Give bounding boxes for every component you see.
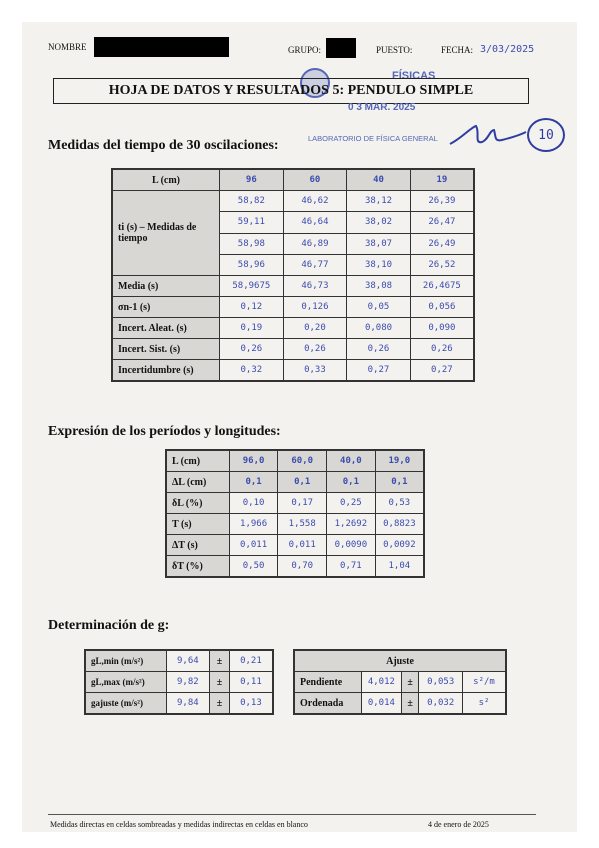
table-cell: 0,71 (327, 556, 376, 578)
table-cell: 9,84 (166, 693, 210, 715)
plus-minus: ± (401, 672, 419, 693)
plus-minus: ± (210, 693, 230, 715)
table-cell: 58,9675 (220, 276, 284, 297)
row-label: Incert. Aleat. (s) (112, 318, 220, 339)
table-cell: 0,090 (410, 318, 474, 339)
row-label: gajuste (m/s²) (85, 693, 166, 715)
table-cell: 4,012 (362, 672, 402, 693)
signature-icon (448, 118, 528, 152)
table-cell: 38,10 (347, 254, 411, 275)
table-cell: 60,0 (278, 450, 327, 472)
table-cell: 0,26 (410, 339, 474, 360)
table-row (112, 169, 474, 191)
table-row (112, 191, 474, 212)
table-cell: 0,011 (229, 535, 278, 556)
table-cell: 0,1 (327, 472, 376, 493)
table-cell: 0,53 (375, 493, 424, 514)
table-cell: 0,014 (362, 693, 402, 715)
row-label: ΔT (s) (166, 535, 229, 556)
table-row (166, 556, 424, 578)
row-label: gL,min (m/s²) (85, 650, 166, 672)
table-row (166, 472, 424, 493)
table-cell: 46,77 (283, 254, 347, 275)
l-value: 19 (410, 169, 474, 191)
table-cell: 0,10 (229, 493, 278, 514)
row-label: L (cm) (166, 450, 229, 472)
table-row (112, 276, 474, 297)
table-row (85, 650, 273, 672)
table-cell: 58,98 (220, 233, 284, 254)
plus-minus: ± (401, 693, 419, 715)
table-cell: 26,52 (410, 254, 474, 275)
table-cell: 26,47 (410, 212, 474, 233)
table-cell: 26,39 (410, 191, 474, 212)
stamp-department: FÍSICAS (392, 70, 436, 82)
table-cell: 0,0092 (375, 535, 424, 556)
table-cell: 0,053 (419, 672, 463, 693)
periods-lengths-table (165, 449, 425, 578)
table-cell: 0,05 (347, 297, 411, 318)
page-title: HOJA DE DATOS Y RESULTADOS 5: PENDULO SIMPLE (108, 83, 474, 98)
table-cell: 0,32 (220, 360, 284, 382)
table-row (166, 493, 424, 514)
table-cell: 1,04 (375, 556, 424, 578)
table-cell: 26,4675 (410, 276, 474, 297)
section3-heading: Determinación de g: (48, 618, 170, 633)
grupo-redaction (326, 38, 356, 58)
table-row (112, 297, 474, 318)
table-cell: 0,11 (229, 672, 273, 693)
unit-cell: s²/m (463, 672, 507, 693)
table-cell: 0,032 (419, 693, 463, 715)
plus-minus: ± (210, 650, 230, 672)
table-cell: 0,20 (283, 318, 347, 339)
table-cell: 0,17 (278, 493, 327, 514)
plus-minus: ± (210, 672, 230, 693)
fecha-value: 3/03/2025 (480, 44, 535, 55)
table-cell: 0,1 (375, 472, 424, 493)
section1-heading: Medidas del tiempo de 30 oscilaciones: (48, 138, 279, 153)
row-label: ΔL (cm) (166, 472, 229, 493)
row-label: Incertidumbre (s) (112, 360, 220, 382)
table-row (112, 339, 474, 360)
table-cell: 0,056 (410, 297, 474, 318)
nombre-redaction (94, 37, 229, 57)
nombre-label: NOMBRE (48, 42, 87, 52)
table-cell: 0,27 (347, 360, 411, 382)
table-cell: 46,64 (283, 212, 347, 233)
table-cell: 0,33 (283, 360, 347, 382)
table-cell: 0,12 (220, 297, 284, 318)
table-cell: 0,0090 (327, 535, 376, 556)
page-title-box (53, 78, 529, 104)
table-cell: 9,82 (166, 672, 210, 693)
table-row (166, 535, 424, 556)
table-cell: 0,080 (347, 318, 411, 339)
table-cell: 1,2692 (327, 514, 376, 535)
table-cell: 0,26 (347, 339, 411, 360)
table-row (112, 318, 474, 339)
table-cell: 1,558 (278, 514, 327, 535)
table-row (85, 693, 273, 715)
section2-heading: Expresión de los períodos y longitudes: (48, 424, 281, 439)
l-value: 60 (283, 169, 347, 191)
l-value: 96 (220, 169, 284, 191)
table-cell: 58,96 (220, 254, 284, 275)
table-row (294, 650, 506, 672)
table-row (166, 450, 424, 472)
table-row (294, 693, 506, 715)
table-cell: 0,26 (283, 339, 347, 360)
footer-divider (48, 814, 536, 815)
table-row (85, 672, 273, 693)
row-label: Ordenada (294, 693, 362, 715)
table-cell: 0,1 (278, 472, 327, 493)
footer-date: 4 de enero de 2025 (428, 820, 489, 829)
table-cell: 0,8823 (375, 514, 424, 535)
row-label: δL (%) (166, 493, 229, 514)
table-cell: 96,0 (229, 450, 278, 472)
row-label: gL,max (m/s²) (85, 672, 166, 693)
table-cell: 46,89 (283, 233, 347, 254)
stamp-lab: LABORATORIO DE FÍSICA GENERAL (308, 134, 438, 143)
table-cell: 26,49 (410, 233, 474, 254)
row-label: σn-1 (s) (112, 297, 220, 318)
ajuste-title: Ajuste (294, 650, 506, 672)
table-cell: 46,62 (283, 191, 347, 212)
grade-circle (527, 118, 565, 152)
row-label: Media (s) (112, 276, 220, 297)
table-cell: 38,12 (347, 191, 411, 212)
table-cell: 0,26 (220, 339, 284, 360)
row-label: Incert. Sist. (s) (112, 339, 220, 360)
l-header: L (cm) (112, 169, 220, 191)
stamp-date: 0 3 MAR. 2025 (348, 102, 416, 113)
puesto-label: PUESTO: (376, 45, 413, 55)
unit-cell: s² (463, 693, 507, 715)
table-cell: 0,19 (220, 318, 284, 339)
row-label: T (s) (166, 514, 229, 535)
g-values-table (84, 649, 274, 715)
ajuste-table (293, 649, 507, 715)
table-cell: 0,1 (229, 472, 278, 493)
table-cell: 0,27 (410, 360, 474, 382)
grupo-label: GRUPO: (288, 45, 322, 55)
table-row (294, 672, 506, 693)
table-cell: 0,21 (229, 650, 273, 672)
table-cell: 19,0 (375, 450, 424, 472)
l-value: 40 (347, 169, 411, 191)
ti-label: ti (s) – Medidas de tiempo (112, 191, 220, 276)
table-cell: 9,64 (166, 650, 210, 672)
table-cell: 38,02 (347, 212, 411, 233)
table-cell: 59,11 (220, 212, 284, 233)
table-cell: 58,82 (220, 191, 284, 212)
table-cell: 0,011 (278, 535, 327, 556)
table-cell: 0,126 (283, 297, 347, 318)
table-cell: 46,73 (283, 276, 347, 297)
fecha-label: FECHA: (441, 45, 474, 55)
table-cell: 0,50 (229, 556, 278, 578)
table-cell: 0,25 (327, 493, 376, 514)
table-cell: 0,13 (229, 693, 273, 715)
table-cell: 38,07 (347, 233, 411, 254)
table-cell: 0,70 (278, 556, 327, 578)
table-row (112, 360, 474, 382)
time-measurements-table (111, 168, 475, 382)
row-label: Pendiente (294, 672, 362, 693)
grade-value: 10 (538, 127, 554, 143)
footer-note: Medidas directas en celdas sombreadas y medidas indirectas en celdas en blanco (50, 820, 308, 829)
row-label: δT (%) (166, 556, 229, 578)
table-row (166, 514, 424, 535)
table-cell: 1,966 (229, 514, 278, 535)
table-cell: 40,0 (327, 450, 376, 472)
table-cell: 38,08 (347, 276, 411, 297)
